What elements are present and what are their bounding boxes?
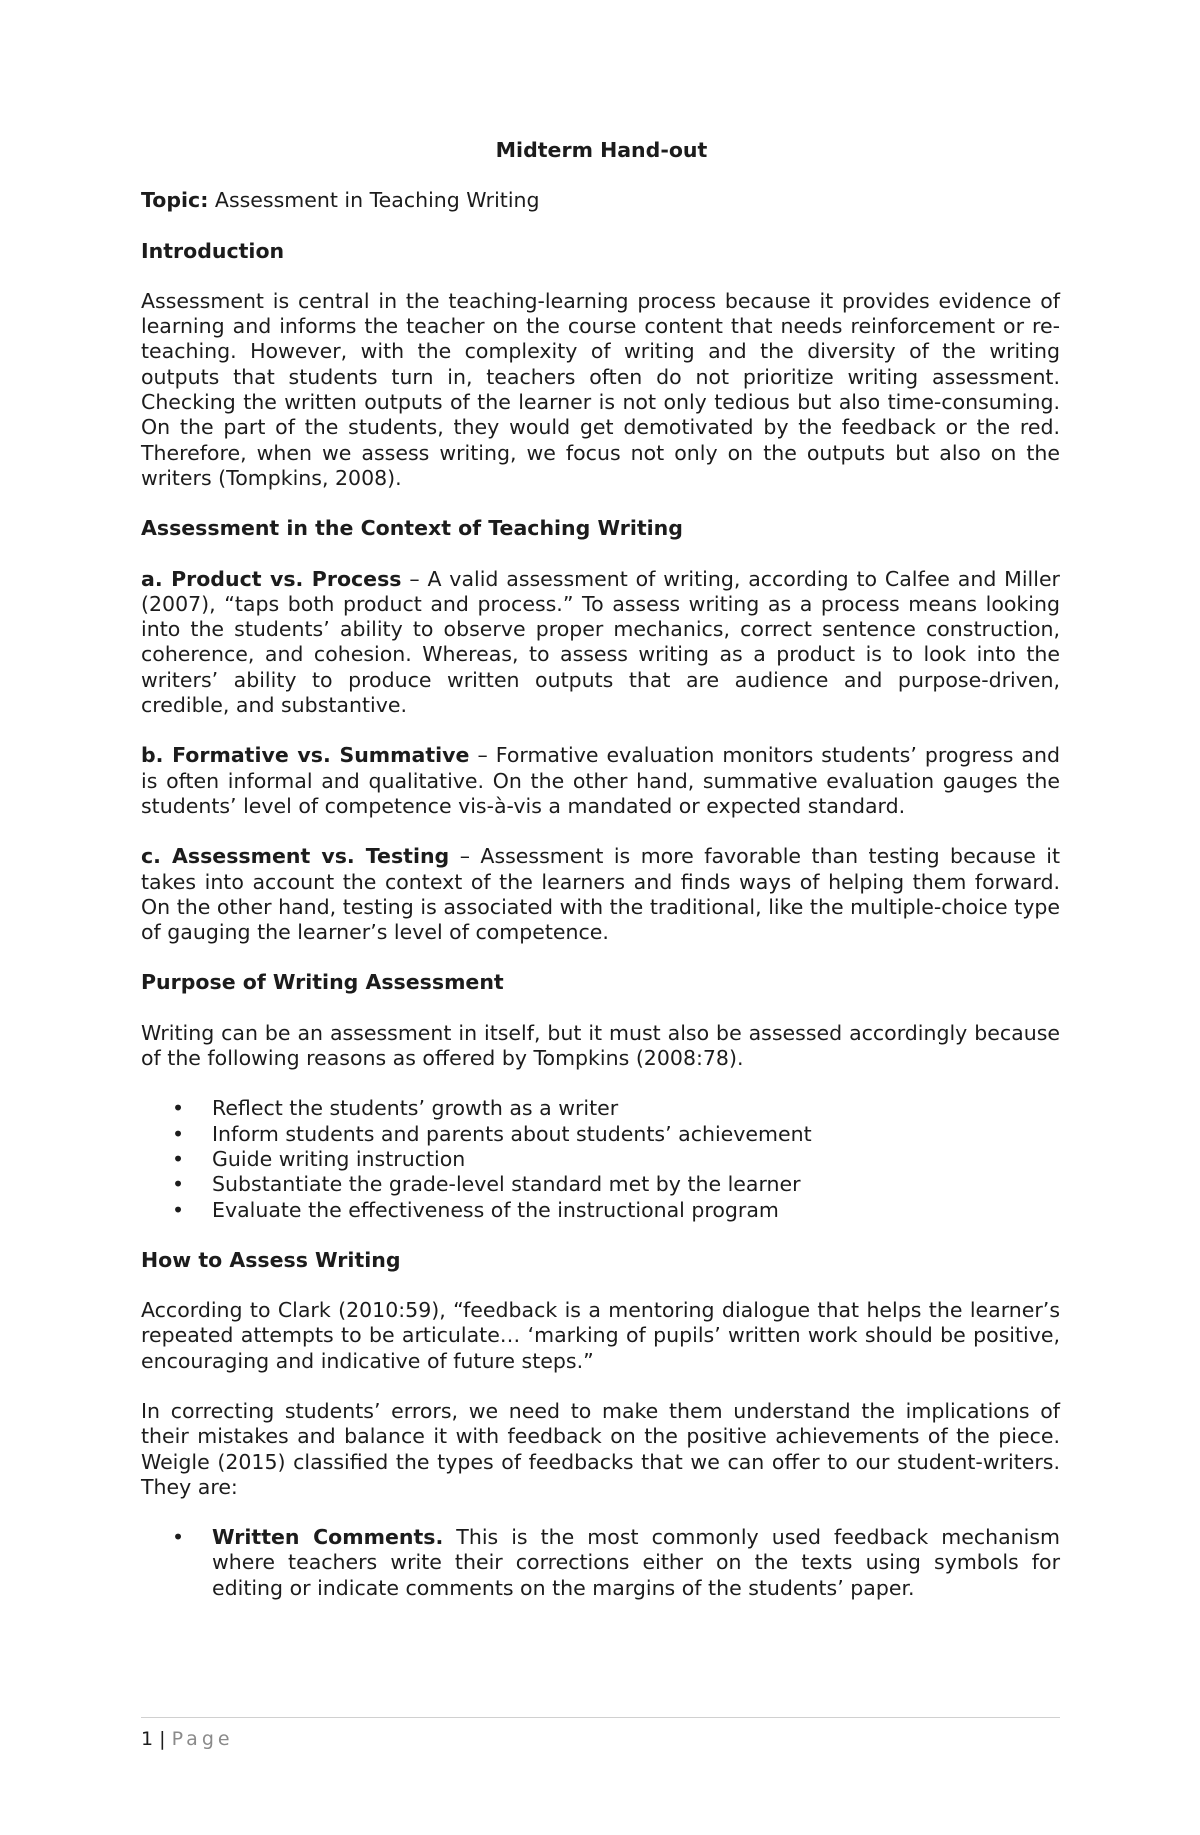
document-body — [141, 138, 1060, 1626]
document-title: Midterm Hand-out — [495, 138, 708, 162]
page-footer — [141, 1717, 1060, 1751]
list-item-text: Inform students and parents about students’ achievement — [212, 1121, 812, 1146]
purpose-bullet-list — [141, 1096, 1060, 1222]
list-item-text: Substantiate the grade-level standard met by the learner — [212, 1172, 801, 1197]
context-heading: Assessment in the Context of Teaching Writing — [141, 516, 683, 541]
bullet-icon: • — [172, 1146, 185, 1171]
bullet-icon: • — [172, 1121, 185, 1146]
feedback-type-text: This is the most commonly used feedback mechanism where teachers write their corrections either on the texts using symbols for editing or indicate comments on the margins of the students’ paper. — [212, 1525, 1060, 1600]
context-item-label: a. Product vs. Process — [141, 566, 402, 591]
page-label: Page — [171, 1728, 234, 1750]
purpose-intro: Writing can be an assessment in itself, but it must also be assessed accordingly because of the following reasons as offered by Tompkins (2008:78). — [141, 1020, 1060, 1071]
list-item-text: Evaluate the effectiveness of the instructional program — [212, 1197, 779, 1222]
context-item-text: – Formative evaluation monitors students’ progress and is often informal and qualitative. On the other hand, summative evaluation gauges the students’ level of competence vis-à-vis a mandated or expected standard. — [141, 743, 1060, 818]
how-to-assess-paragraph-2: In correcting students’ errors, we need to make them understand the implications of their mistakes and balance it with feedback on the positive achievements of the piece. Weigle (2015) classified the types of feedbacks that we can offer to our student-writers. They are: — [141, 1398, 1060, 1499]
how-to-assess-heading: How to Assess Writing — [141, 1247, 401, 1272]
context-item-text: – A valid assessment of writing, according to Calfee and Miller (2007), “taps both product and process.” To assess writing as a process means looking into the students’ ability to observe proper mechanics, correct sentence construction, coherence, and cohesion. Whereas, to assess writing as a product is to look into the writers’ ability to produce written outputs that are audience and purpose-driven, credible, and substantive. — [141, 566, 1060, 718]
topic-label: Topic: — [141, 188, 209, 213]
list-item — [141, 1096, 1060, 1121]
bullet-icon: • — [172, 1096, 185, 1121]
topic-value: Assessment in Teaching Writing — [208, 188, 540, 213]
list-item-text: Reflect the students’ growth as a writer — [212, 1096, 619, 1121]
context-item-text: – Assessment is more favorable than testing because it takes into account the context of the learners and finds ways of helping them forward. On the other hand, testing is associated with the traditional, like the multiple-choice type of gauging the learner’s level of competence. — [141, 844, 1060, 945]
topic-line — [141, 188, 1060, 213]
list-item — [141, 1525, 1060, 1601]
feedback-type-label: Written Comments. — [212, 1525, 444, 1550]
introduction-paragraph: Assessment is central in the teaching-learning process because it provides evidence of learning and informs the teacher on the course content that needs reinforcement or re-teaching. However, with the complexity of writing and the diversity of the writing outputs that students turn in, teachers often do not prioritize writing assessment. Checking the written outputs of the learner is not only tedious but also time-consuming. On the part of the students, they would get demotivated by the feedback or the red. Therefore, when we assess writing, we focus not only on the outputs but also on the writers (Tompkins, 2008). — [141, 288, 1060, 490]
bullet-icon: • — [172, 1525, 185, 1550]
page-number: 1 — [141, 1728, 154, 1750]
bullet-icon: • — [172, 1197, 185, 1222]
list-item — [141, 1198, 1060, 1223]
list-item — [141, 1172, 1060, 1197]
context-item-label: c. Assessment vs. Testing — [141, 844, 450, 869]
feedback-types-list — [141, 1525, 1060, 1601]
how-to-assess-paragraph-1: According to Clark (2010:59), “feedback is a mentoring dialogue that helps the learner’s repeated attempts to be articulate… ‘marking of pupils’ written work should be positive, encouraging and indicative of future steps.” — [141, 1298, 1060, 1373]
introduction-heading: Introduction — [141, 238, 285, 263]
list-item-text: Guide writing instruction — [212, 1146, 466, 1171]
list-item — [141, 1147, 1060, 1172]
footer-separator: | — [153, 1728, 172, 1750]
bullet-icon: • — [172, 1172, 185, 1197]
context-item-product-process — [141, 567, 1060, 719]
context-item-assessment-testing — [141, 844, 1060, 945]
context-item-label: b. Formative vs. Summative — [141, 743, 470, 768]
context-item-formative-summative — [141, 743, 1060, 819]
purpose-heading: Purpose of Writing Assessment — [141, 970, 504, 995]
list-item — [141, 1122, 1060, 1147]
